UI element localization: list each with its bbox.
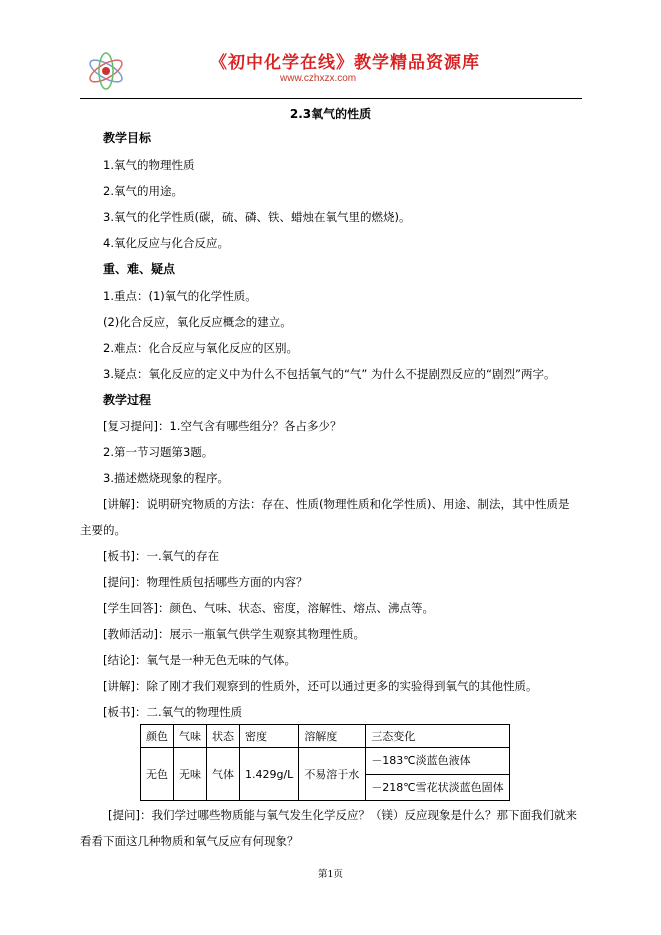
table-header-cell: 溶解度 [299, 725, 366, 748]
page-number: 第1页 [317, 869, 344, 880]
table-header-cell: 状态 [207, 725, 240, 748]
process-line: [教师活动]：展示一瓶氧气供学生观察其物理性质。 [103, 627, 365, 641]
goal-item: 3.氧气的化学性质(碳，硫、磷、铁、蜡烛在氧气里的燃烧)。 [103, 210, 411, 224]
state-change-liquid: －183℃淡蓝色液体 [366, 748, 508, 775]
process-line: [提问]：物理性质包括哪些方面的内容？ [103, 575, 308, 589]
oxygen-properties-table [140, 724, 510, 801]
section-heading-keypoints: 重、难、疑点 [103, 262, 176, 276]
process-line: [板书]：一.氧气的存在 [103, 549, 220, 563]
header-divider [80, 98, 582, 99]
table-cell: 无味 [174, 748, 207, 801]
state-change-cell [366, 748, 509, 801]
banner-url[interactable]: www.czhxzx.com [280, 73, 357, 84]
banner-title: 《初中化学在线》教学精品资源库 [210, 53, 480, 73]
process-line: [结论]：氧气是一种无色无味的气体。 [103, 653, 296, 667]
closing-line: [提问]：我们学过哪些物质能与氧气发生化学反应？（镁）反应现象是什么？那下面我们就来 [108, 808, 577, 822]
goal-item: 4.氧化反应与化合反应。 [103, 236, 229, 250]
table-cell: 无色 [141, 748, 174, 801]
table-row [141, 748, 510, 801]
process-line: [学生回答]：颜色、气味、状态、密度，溶解性、熔点、沸点等。 [103, 601, 434, 615]
document-title: 2.3氧气的性质 [289, 107, 372, 121]
state-change-solid: －218℃雪花状淡蓝色固体 [371, 781, 504, 794]
closing-line: 看看下面这几种物质和氧气反应有何现象？ [80, 834, 299, 848]
process-line: [复习提问]：1.空气含有哪些组分？各占多少？ [103, 419, 342, 433]
process-line: [讲解]：说明研究物质的方法：存在、性质(物理性质和化学性质)、用途、制法，其中性质是 [103, 497, 570, 511]
section-heading-goals: 教学目标 [103, 131, 152, 145]
table-header-cell: 颜色 [141, 725, 174, 748]
process-line: 3.描述燃烧现象的程序。 [103, 471, 229, 485]
table-header-cell: 三态变化 [366, 725, 509, 748]
table-header-cell: 气味 [174, 725, 207, 748]
process-line: [讲解]：除了刚才我们观察到的性质外，还可以通过更多的实验得到氧气的其他性质。 [103, 679, 538, 693]
process-line: 主要的。 [80, 523, 126, 537]
keypoint-item: 3.疑点：氧化反应的定义中为什么不包括氧气的“气” 为什么不提剧烈反应的“剧烈”两字。 [103, 367, 556, 381]
section-heading-process: 教学过程 [103, 393, 152, 407]
goal-item: 2.氧气的用途。 [103, 184, 183, 198]
keypoint-item: 2.难点：化合反应与氧化反应的区别。 [103, 341, 298, 355]
process-line: 2.第一节习题第3题。 [103, 445, 214, 459]
goal-item: 1.氧气的物理性质 [103, 158, 195, 172]
process-line: [板书]：二.氧气的物理性质 [103, 705, 243, 719]
table-cell: 气体 [207, 748, 240, 801]
atom-logo-icon [85, 50, 127, 92]
keypoint-item: (2)化合反应，氧化反应概念的建立。 [103, 315, 292, 329]
table-header-cell: 密度 [240, 725, 299, 748]
table-cell: 不易溶于水 [299, 748, 366, 801]
table-cell: 1.429g/L [240, 748, 299, 801]
table-header-row [141, 725, 510, 748]
page-header [80, 40, 582, 98]
keypoint-item: 1.重点：(1)氧气的化学性质。 [103, 289, 257, 303]
